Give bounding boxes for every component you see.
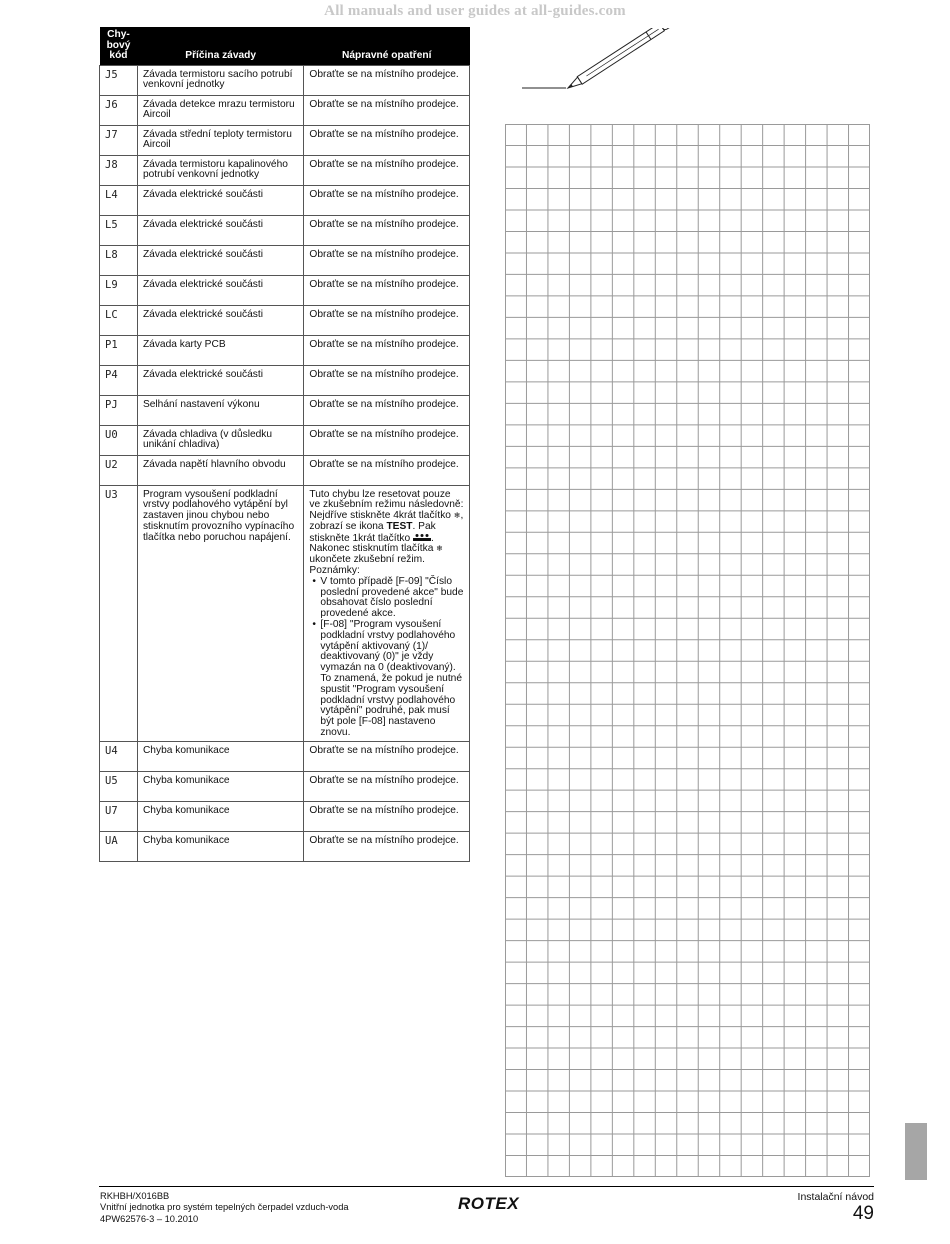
error-cause: Závada karty PCB [137,335,303,365]
table-header-row [100,27,470,65]
page-number: 49 [852,1203,874,1224]
error-cause: Chyba komunikace [137,771,303,801]
header-cause: Příčina závady [137,27,303,65]
brand-logo: ROTEX [458,1194,520,1213]
error-remedy: Obraťte se na místního prodejce. [304,455,470,485]
error-cause: Závada elektrické součásti [137,305,303,335]
error-remedy: Obraťte se na místního prodejce. [304,365,470,395]
error-code: U4 [100,741,138,771]
error-remedy: Obraťte se na místního prodejce. [304,335,470,365]
error-cause: Závada elektrické součásti [137,365,303,395]
error-cause: Závada elektrické součásti [137,275,303,305]
remedy-step2a: . Pak stiskněte 1krát tlačítko [309,520,436,544]
error-code: U7 [100,801,138,831]
error-code: L9 [100,275,138,305]
table-row [100,425,470,455]
remedy-intro: Tuto chybu lze resetovat pouze ve zkušebním režimu následovně: [309,488,464,511]
footer-left [100,1191,349,1225]
error-code: U2 [100,455,138,485]
test-word: TEST [386,520,413,532]
error-cause: Závada elektrické součásti [137,185,303,215]
notes-list [309,577,464,739]
footer-description: Vnitřní jednotka pro systém tepelných čerpadel vzduch-voda [100,1202,349,1213]
error-code: J8 [100,155,138,185]
table-row [100,185,470,215]
error-remedy: Obraťte se na místního prodejce. [304,185,470,215]
test-button-icon-2: ❄ [436,544,443,554]
error-code: U0 [100,425,138,455]
error-remedy: Obraťte se na místního prodejce. [304,831,470,861]
footer-model: RKHBH/X016BB [100,1191,170,1201]
error-remedy: Obraťte se na místního prodejce. [304,305,470,335]
footer-divider [99,1186,874,1187]
error-remedy: Obraťte se na místního prodejce. [304,425,470,455]
footer-doc-number: 4PW62576-3 – 10.2010 [100,1213,199,1224]
error-cause: Závada elektrické součásti [137,215,303,245]
error-cause: Závada chladiva (v důsledku unikání chladiva) [137,425,303,455]
table-row [100,335,470,365]
error-code: UA [100,831,138,861]
side-tab [905,1123,927,1180]
test-button-icon: ❄ [453,511,461,521]
notes-label: Poznámky: [309,565,360,577]
table-row [100,305,470,335]
error-remedy: Obraťte se na místního prodejce. [304,275,470,305]
table-row [100,741,470,771]
error-cause: Závada elektrické součásti [137,245,303,275]
error-code: J5 [100,65,138,95]
notes-grid [505,124,870,1177]
error-code: L8 [100,245,138,275]
remedy-step2b: . Nakonec stisknutím tlačítka [309,532,434,555]
error-code: J7 [100,125,138,155]
error-remedy: Obraťte se na místního prodejce. [304,215,470,245]
table-row [100,155,470,185]
note-item: • V tomto případě [F-09] "Číslo poslední provedené akce" bude obsahovat číslo poslední provedené akce. [309,577,464,620]
error-cause: Závada detekce mrazu termistoru Aircoil [137,95,303,125]
remedy-step1b: , zobrazí se ikona [309,510,464,532]
error-cause: Závada střední teploty termistoru Aircoil [137,125,303,155]
error-remedy: Obraťte se na místního prodejce. [304,245,470,275]
table-row [100,455,470,485]
table-row [100,215,470,245]
error-code: U3 [100,485,138,741]
remedy-step2c: ukončete zkušební režim. [309,554,425,566]
table-row [100,95,470,125]
table-row [100,65,470,95]
error-cause: Chyba komunikace [137,801,303,831]
header-code: Chy- bový kód [100,27,138,65]
error-cause: Závada napětí hlavního obvodu [137,455,303,485]
error-remedy [304,485,470,741]
table-row [100,365,470,395]
error-remedy: Obraťte se na místního prodejce. [304,801,470,831]
table-row [100,275,470,305]
error-cause: Selhání nastavení výkonu [137,395,303,425]
header-remedy: Nápravné opatření [304,27,470,65]
error-remedy: Obraťte se na místního prodejce. [304,395,470,425]
error-code: PJ [100,395,138,425]
error-cause: Závada termistoru kapalinového potrubí venkovní jednotky [137,155,303,185]
error-code: J6 [100,95,138,125]
error-remedy: Obraťte se na místního prodejce. [304,771,470,801]
error-cause: Program vysoušení podkladní vrstvy podlahového vytápění byl zastaven jinou chybou nebo stisknutím provozního vypínacího tlačítka nebo poruchou napájení. [137,485,303,741]
table-row [100,125,470,155]
error-code: U5 [100,771,138,801]
remedy-step1a: Nejdříve stiskněte 4krát tlačítko [309,510,451,522]
error-code: LC [100,305,138,335]
error-code-table [99,27,470,862]
error-code: P4 [100,365,138,395]
error-remedy: Obraťte se na místního prodejce. [304,155,470,185]
table-row [100,395,470,425]
note-item: • [F-08] "Program vysoušení podkladní vrstvy podlahového vytápění aktivovaný (1)/ deaktivovaný (0)" je vždy vymazán na 0 (deaktivovaný). To znamená, že pokud je nutné spustit "Program vysoušení podkladní vrstvy podlahového vytápění" podruhé, pak musí být pole [F-08] nastaveno znovu. [309,620,464,739]
error-remedy: Obraťte se na místního prodejce. [304,741,470,771]
error-cause: Závada termistoru sacího potrubí venkovní jednotky [137,65,303,95]
footer-manual-type: Instalační návod [797,1191,874,1203]
table-row [100,831,470,861]
error-code: L5 [100,215,138,245]
table-row [100,801,470,831]
table-row [100,245,470,275]
watermark: All manuals and user guides at all-guides.com [324,3,626,19]
error-remedy: Obraťte se na místního prodejce. [304,95,470,125]
error-remedy: Obraťte se na místního prodejce. [304,125,470,155]
error-cause: Chyba komunikace [137,741,303,771]
error-cause: Chyba komunikace [137,831,303,861]
inspection-button-icon [413,533,431,544]
table-row-u3 [100,485,470,741]
error-code: L4 [100,185,138,215]
table-row [100,771,470,801]
error-code: P1 [100,335,138,365]
error-remedy: Obraťte se na místního prodejce. [304,65,470,95]
pencil-icon [520,28,670,92]
